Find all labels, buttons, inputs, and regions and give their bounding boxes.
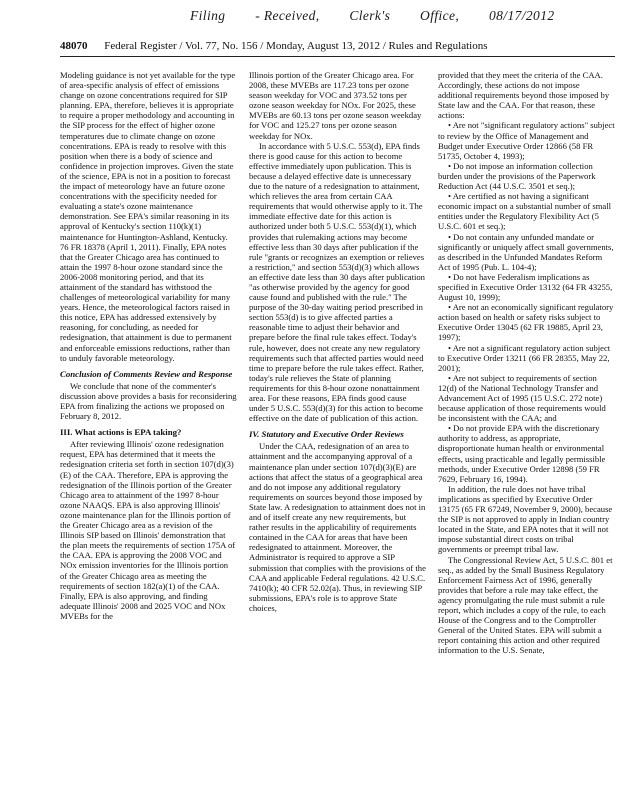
bullet-item: • Are not a significant regulatory action subject to Executive Order 13211 (66 FR 28355, May 22, 2001); <box>438 343 615 373</box>
stamp-received: - Received, <box>255 8 320 23</box>
bullet-item: • Are not an economically significant regulatory action based on health or safety risks subject to Executive Order 13045 (62 FR 19885, April 23, 1997); <box>438 302 615 342</box>
paragraph: Under the CAA, redesignation of an area to attainment and the accompanying approval of a maintenance plan under section 107(d)(3)(E) are actions that affect the status of a geographical area and do not impose any additional regulatory requirements on sources beyond those imposed by State law. A redesignation to attainment does not in and of itself create any new requirements, but rather results in the applicability of requirements contained in the CAA for areas that have been redesignated to attainment. Moreover, the Administrator is required to approve a SIP submission that complies with the provisions of the CAA and applicable Federal regulations. 42 U.S.C. 7410(k); 40 CFR 52.02(a). Thus, in reviewing SIP submissions, EPA's role is to approve State choices, <box>249 441 426 613</box>
paragraph: We conclude that none of the commenter's discussion above provides a basis for reconsidering EPA from finalizing the actions we proposed on February 8, 2012. <box>60 380 237 422</box>
stamp-date: 08/17/2012 <box>489 8 555 23</box>
bullet-item: • Do not contain any unfunded mandate or significantly or uniquely affect small governments, as described in the Unfunded Mandates Reform Act of 1995 (Pub. L. 104-4); <box>438 232 615 272</box>
bullet-item: • Do not have Federalism implications as specified in Executive Order 13132 (64 FR 43255, August 10, 1999); <box>438 272 615 302</box>
bullet-item: • Do not impose an information collection burden under the provisions of the Paperwork Reduction Act (44 U.S.C. 3501 et seq.); <box>438 161 615 191</box>
bullet-item: • Are not "significant regulatory actions" subject to review by the Office of Management and Budget under Executive Order 12866 (58 FR 51735, October 4, 1993); <box>438 120 615 160</box>
page-body <box>60 70 615 790</box>
stamp-filing: Filing <box>190 8 226 23</box>
filing-stamp <box>190 8 610 24</box>
running-head: Federal Register / Vol. 77, No. 156 / Monday, August 13, 2012 / Rules and Regulations <box>104 40 488 52</box>
section-heading: IV. Statutory and Executive Order Reviews <box>249 429 404 440</box>
column-right <box>438 70 615 790</box>
header-rule <box>60 56 615 57</box>
stamp-office: Office, <box>420 8 460 23</box>
bullet-item: • Are not subject to requirements of section 12(d) of the National Technology Transfer and Advancement Act of 1995 (15 U.S.C. 272 note) because application of those requirements would be inconsistent with the CAA; and <box>438 373 615 423</box>
column-left <box>60 70 237 790</box>
paragraph: provided that they meet the criteria of the CAA. Accordingly, these actions do not impose additional requirements beyond those imposed by State law and the CAA. For that reason, these actions: <box>438 70 610 121</box>
page-header <box>60 40 615 54</box>
paragraph: Illinois portion of the Greater Chicago area. For 2008, these MVEBs are 117.23 tons per ozone season weekday for VOC and 373.52 tons per ozone season weekday for NOx. For 2025, these MVEBs are 60.13 tons per ozone season weekday for VOC and 125.27 tons per ozone season weekday for NOx. <box>249 70 422 141</box>
stamp-clerks: Clerk's <box>349 8 391 23</box>
column-middle <box>249 70 426 790</box>
paragraph: Modeling guidance is not yet available for the type of area-specific analysis of effect of emissions change on ozone concentrations required for SIP planning. EPA, therefore, believes it is appropriate to require a proper methodology and accounting in the SIP process for the effect of higher ozone temperatures due to climate change on ozone concentrations. EPA is ready to resolve with this position when there is a body of science and confidence in projection improves. Given the state of the science, EPA is not in a position to forecast the impact of meteorology have an future ozone concentrations with the specificity needed for evaluating a state's ozone maintenance demonstration. See EPA's similar reasoning in its approval of Kentucky's section 110(k)(1) maintenance for Huntington-Ashland, Kentucky. 76 FR 18378 (April 1, 2011). Finally, EPA notes that the Greater Chicago area has continued to attain the 1997 8-hour ozone standard since the 2006-2008 monitoring period, and that its attainment of the standard has withstood the challenges of meteorological variability for many years. Hence, the meteorological factors raised in this notice, EPA has addressed extensively by reasoning, for concluding, as needed for redesignation, that attainment is due to permanent and enforceable emissions reductions, rather than to unduly favorable meteorology. <box>60 70 236 363</box>
paragraph: In accordance with 5 U.S.C. 553(d), EPA finds there is good cause for this action to become effective immediately upon publication. This is because a delayed effective date is unnecessary due to the nature of a redesignation to attainment, which relieves the area from certain CAA requirements that would otherwise apply to it. The immediate effective date for this action is authorized under both 5 U.S.C. 553(d)(1), which provides that rulemaking actions may become effective less than 30 days after publication if the rule "grants or recognizes an exemption or relieves a restriction," and section 553(d)(3) which allows an effective date less than 30 days after publication "as otherwise provided by the agency for good cause found and published with the rule." The purpose of the 30-day waiting period prescribed in section 553(d) is to give affected parties a reasonable time to adjust their behavior and prepare before the final rule takes effect. Today's rule, however, does not create any new regulatory requirements such that affected parties would need time to prepare before the rule takes effect. Rather, today's rule relieves the State of planning requirements for this 8-hour ozone nonattainment area. For these reasons, EPA finds good cause under 5 U.S.C. 553(d)(3) for this action to become effective on the date of publication of this action. <box>249 140 425 424</box>
paragraph: After reviewing Illinois' ozone redesignation request, EPA has determined that it meets the redesignation criteria set forth in section 107(d)(3)(E) of the CAA. Therefore, EPA is approving the redesignation of the Illinois portion of the Greater Chicago area to attainment of the 1997 8-hour ozone NAAQS. EPA is also approving Illinois' ozone maintenance plan for the Illinois portion of the Greater Chicago area as a revision of the Illinois SIP based on Illinois' demonstration that the plan meets the requirements of section 175A of the CAA. EPA is approving the 2008 VOC and NOx emission inventories for the Illinois portion of the Greater Chicago area as meeting the requirements of section 182(a)(1) of the CAA. Finally, EPA is also approving, and finding adequate Illinois' 2008 and 2025 VOC and NOx MVEBs for the <box>60 439 236 621</box>
bullet-item: • Are certified as not having a significant economic impact on a substantial number of small entities under the Regulatory Flexibility Act (5 U.S.C. 601 et seq.); <box>438 191 615 231</box>
paragraph: In addition, the rule does not have tribal implications as specified by Executive Order 13175 (65 FR 67249, November 9, 2000), because the SIP is not approved to apply in Indian country located in the State, and EPA notes that it will not impose substantial direct costs on tribal governments or preempt tribal law. <box>438 483 613 555</box>
bullet-item: • Do not provide EPA with the discretionary authority to address, as appropriate, disproportionate human health or environmental effects, using practicable and legally permissible methods, under Executive Order 12898 (59 FR 7629, February 16, 1994). <box>438 423 615 484</box>
paragraph: The Congressional Review Act, 5 U.S.C. 801 et seq., as added by the Small Business Regulatory Enforcement Fairness Act of 1996, generally provides that before a rule may take effect, the agency promulgating the rule must submit a rule report, which includes a copy of the rule, to each House of the Congress and to the Comptroller General of the United States. EPA will submit a report containing this action and other required information to the U.S. Senate, <box>438 554 613 656</box>
section-heading: III. What actions is EPA taking? <box>60 427 182 438</box>
section-heading: Conclusion of Comments Review and Response <box>60 368 233 379</box>
page-number: 48070 <box>60 40 88 52</box>
